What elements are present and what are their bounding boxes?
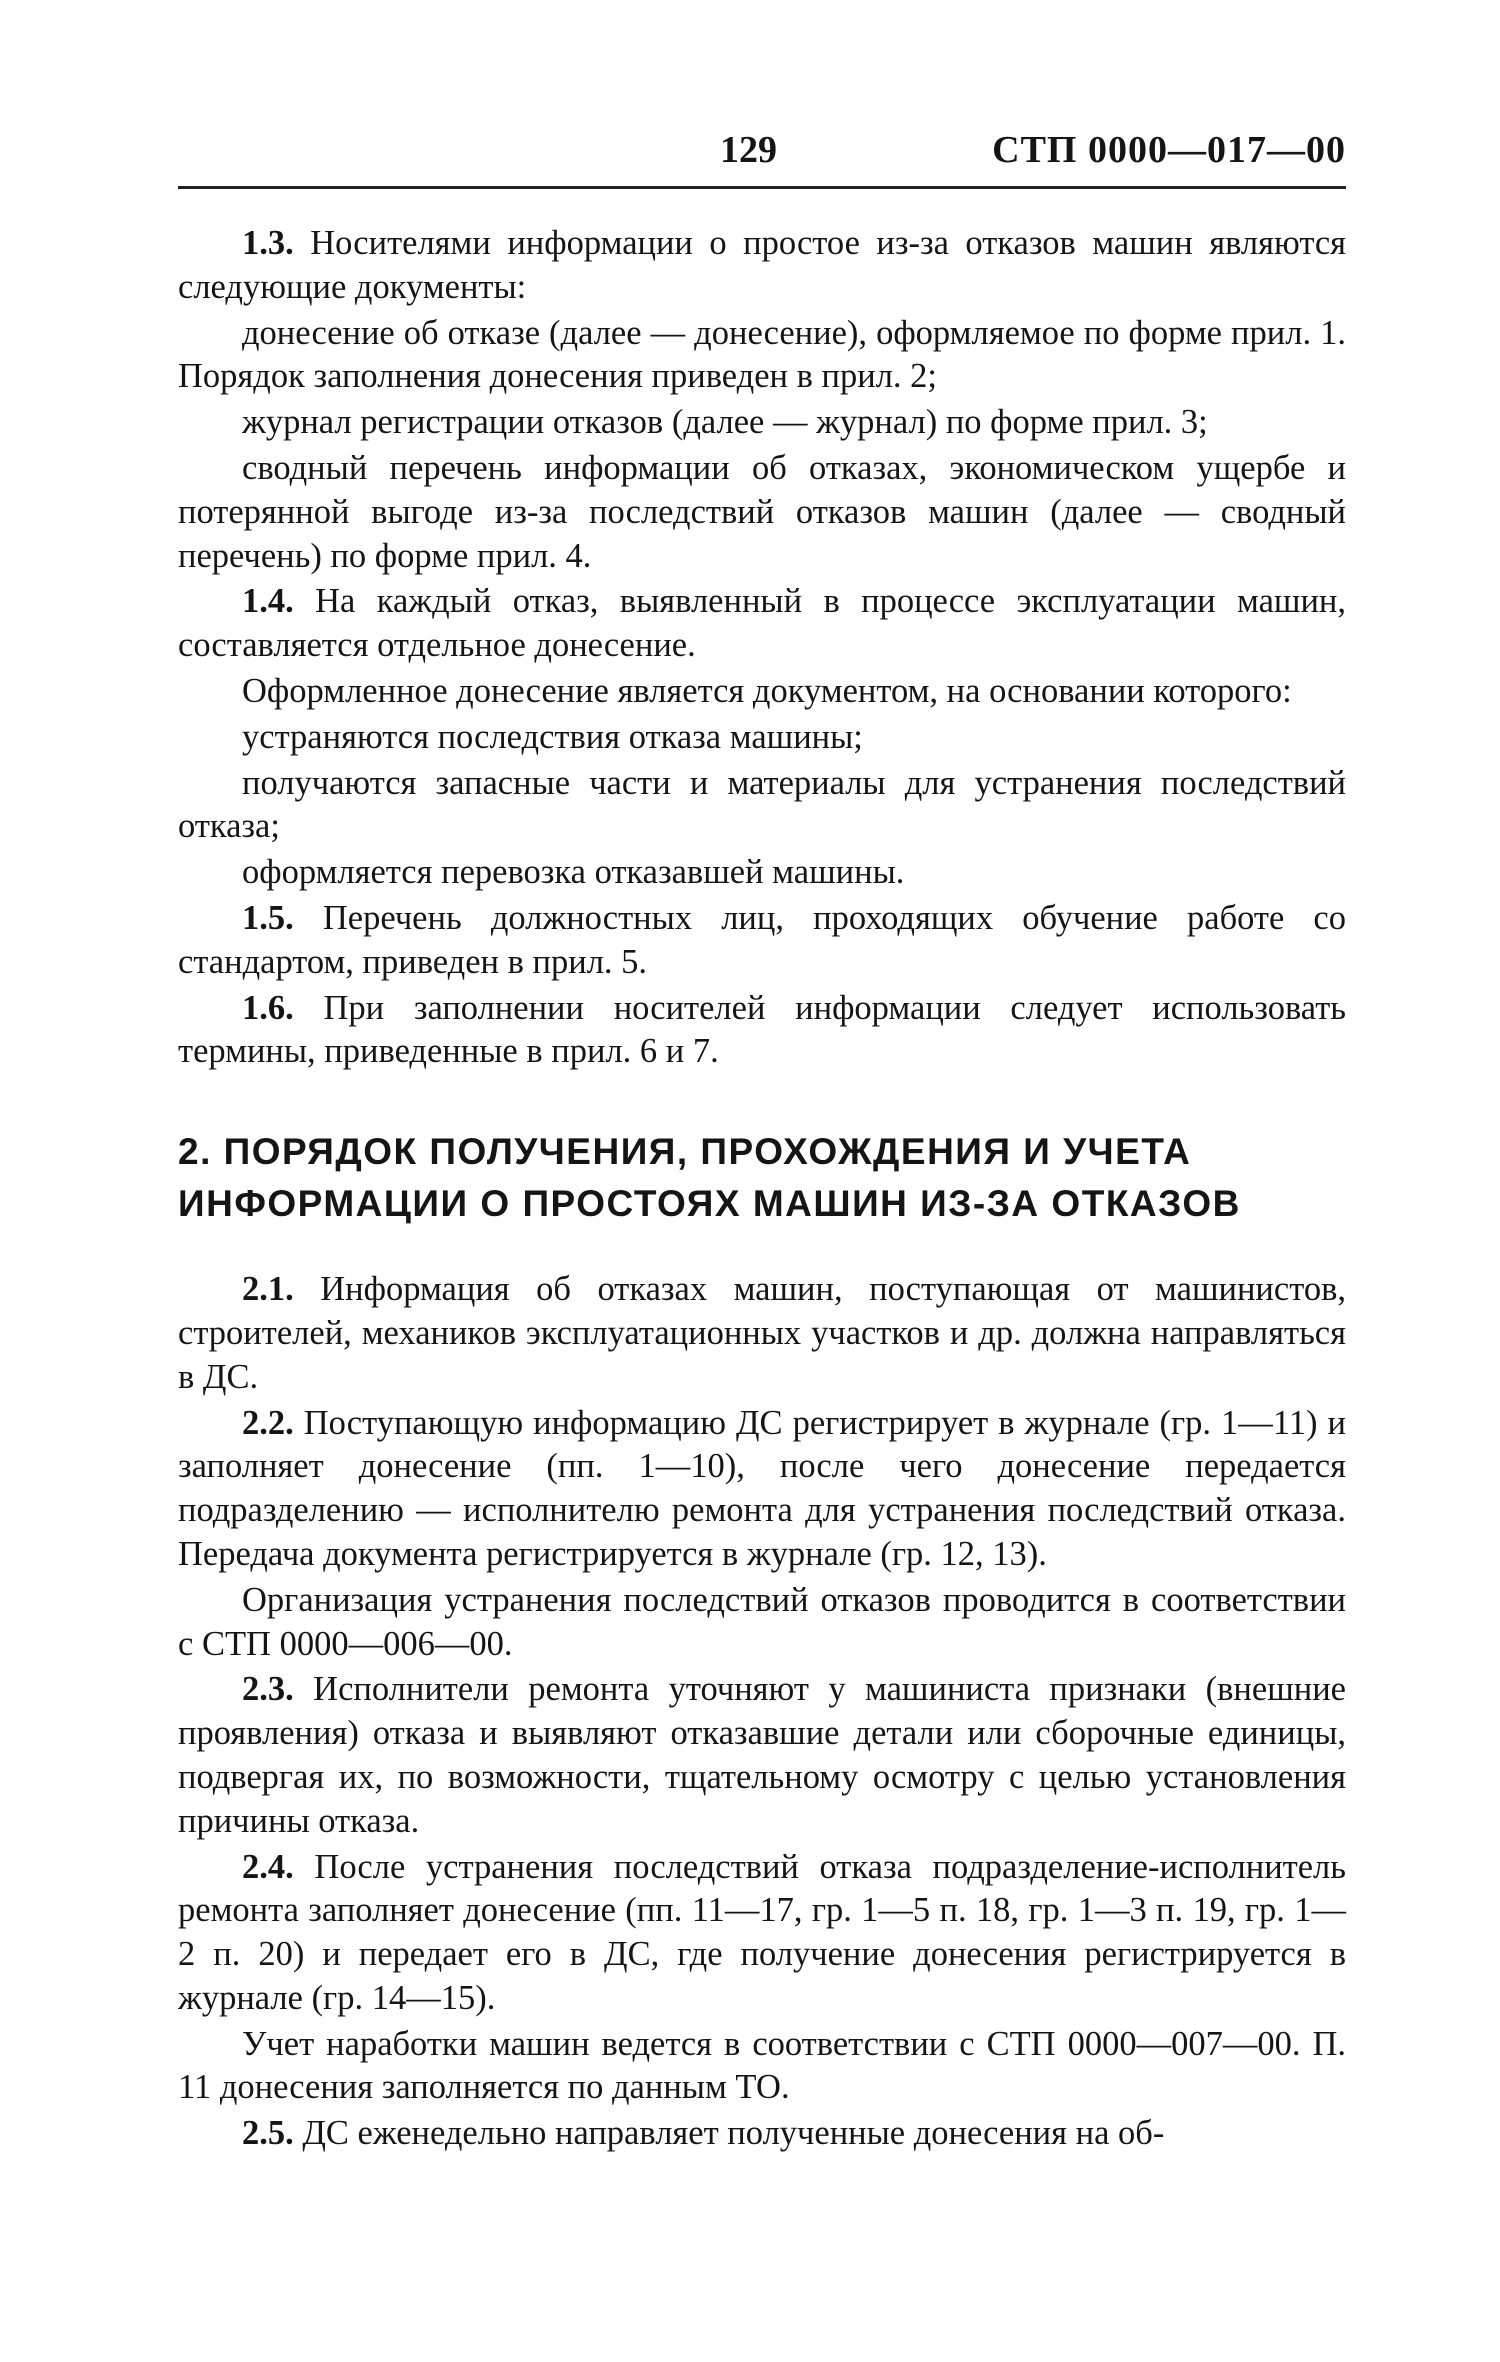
paragraph [178,312,1346,400]
paragraph-text: Учет наработки машин ведется в соответствии с СТП 0000—007—00. П. 11 донесения заполняется по данным ТО. [178,2024,1346,2107]
paragraph-text: Носителями информации о простое из-за отказов машин являются следующие документы: [178,224,1347,306]
paragraph-text: После устранения последствий отказа подразделение-исполнитель ремонта заполняет донесение (пп. 11—17, гр. 1—5 п. 18, гр. 1—3 п. 19, гр. 1—2 п. 20) и передает его в ДС, где получение донесения регистрируется в журнале (гр. 14—15). [178,1847,1347,2017]
paragraph-text: Поступающую информацию ДС регистрирует в журнале (гр. 1—11) и заполняет донесение (пп. 1—10), после чего донесение передается подразделению — исполнителю ремонта для устранения последствий отказа. Передача документа регистрируется в журнале (гр. 12, 13). [178,1403,1346,1573]
clause-number: 2.3. [242,1670,294,1709]
document-id: СТП 0000—017—00 [992,129,1346,171]
paragraph-text: Исполнители ремонта уточняют у машиниста признаки (внешние проявления) отказа и выявляют отказавшие детали или сборочные единицы, подвергая их, по возможности, тщательному осмотру с целью установления причины отказа. [178,1670,1346,1840]
clause-number: 2.2. [242,1403,294,1442]
paragraph [178,401,1346,445]
paragraph-text: журнал регистрации отказов (далее — журнал) по форме прил. 3; [242,403,1208,442]
paragraph-text: сводный перечень информации об отказах, экономическом ущербе и потерянной выгоде из-за последствий отказов машин (далее — сводный перечень) по форме прил. 4. [178,448,1346,575]
paragraph-text: ДС еженедельно направляет полученные донесения на об- [302,2114,1165,2153]
paragraph [178,2023,1346,2111]
paragraph-text: получаются запасные части и материалы для устранения последствий отказа; [178,763,1346,846]
paragraph [178,1268,1346,1399]
paragraph [178,716,1346,760]
page-header [178,128,1346,184]
paragraph-text: оформляется перевозка отказавшей машины. [242,853,905,892]
clause-number: 2.1. [242,1270,294,1309]
paragraph [178,1579,1346,1667]
paragraph [178,1846,1346,2021]
paragraph-text: При заполнении носителей информации следует использовать термины, приведенные в прил. 6 и 7. [178,988,1347,1071]
page-number: 129 [720,129,777,171]
section-2 [178,1268,1346,2156]
paragraph-text: устраняются последствия отказа машины; [242,717,863,756]
clause-number: 1.3. [242,224,294,262]
paragraph-text: Оформленное донесение является документом, на основании которого: [242,671,1292,710]
paragraph [178,987,1346,1075]
paragraph [178,1402,1346,1577]
paragraph [178,222,1346,310]
paragraph-text: Информация об отказах машин, поступающая от машинистов, строителей, механиков эксплуатационных участков и др. должна направляться в ДС. [178,1270,1346,1396]
page-body [178,222,1346,2158]
paragraph [178,580,1346,668]
paragraph [178,762,1346,850]
paragraph [178,670,1346,714]
paragraph [178,447,1346,578]
clause-number: 1.4. [242,582,294,621]
paragraph-text: донесение об отказе (далее — донесение), оформляемое по форме прил. 1. Порядок заполнения донесения приведен в прил. 2; [178,313,1346,396]
section-1 [178,222,1346,1074]
header-rule [178,186,1346,189]
clause-number: 2.4. [242,1847,294,1886]
paragraph-text: Перечень должностных лиц, проходящих обучение работе со стандартом, приведен в прил. 5. [178,898,1346,981]
paragraph [178,1668,1346,1843]
paragraph [178,2112,1346,2156]
clause-number: 2.5. [242,2114,294,2153]
paragraph-text: На каждый отказ, выявленный в процессе эксплуатации машин, составляется отдельное донесение. [178,582,1346,665]
paragraph [178,851,1346,895]
clause-number: 1.6. [242,988,294,1027]
paragraph [178,897,1346,985]
paragraph-text: Организация устранения последствий отказов проводится в соответствии с СТП 0000—006—00. [178,1580,1346,1663]
section-2-heading: 2. ПОРЯДОК ПОЛУЧЕНИЯ, ПРОХОЖДЕНИЯ И УЧЕТА ИНФОРМАЦИИ О ПРОСТОЯХ МАШИН ИЗ-ЗА ОТКАЗОВ [178,1131,1241,1225]
clause-number: 1.5. [242,898,294,937]
